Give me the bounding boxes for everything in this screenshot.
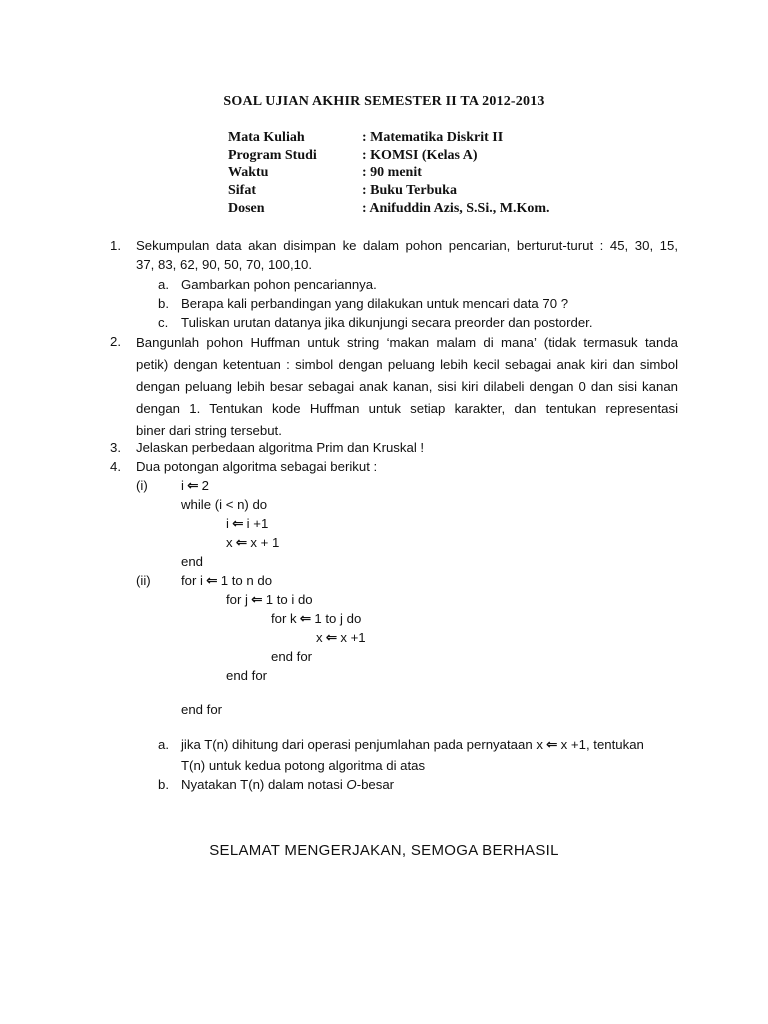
question-1-text — [136, 236, 678, 274]
info-label-time: Waktu — [228, 165, 269, 180]
question-2-line: dengan peluang lebih besar sebagai anak kanan, sisi kiri dilabeli dengan 0 dan sisi kanan — [136, 379, 678, 394]
algorithm-i-line-4 — [226, 533, 279, 552]
question-2-line: Bangunlah pohon Huffman untuk string ‘makan malam di mana’ (tidak termasuk tanda — [136, 335, 678, 350]
q4-sub-b-part: -besar — [356, 777, 395, 792]
algorithm-ii-line-7: end for — [181, 702, 223, 717]
question-1-line: Sekumpulan data akan disimpan ke dalam pohon pencarian, berturut-turut : 45, 30, 15, — [136, 238, 678, 253]
code-text: 2 — [201, 478, 210, 493]
code-text: for j — [226, 592, 248, 607]
q4-sub-b-text — [181, 775, 394, 794]
info-value-nature: : Buku Terbuka — [362, 183, 457, 198]
info-label-course: Mata Kuliah — [228, 130, 305, 145]
q4-sub-a-line-1 — [181, 735, 644, 754]
q1-sub-a-letter: a. — [158, 277, 169, 292]
code-text: x — [316, 630, 323, 645]
code-text: 1 to n do — [220, 573, 273, 588]
algorithm-ii-line-6: end for — [226, 668, 268, 683]
code-text: 1 to i do — [265, 592, 313, 607]
algorithm-ii-line-2 — [226, 590, 313, 609]
closing-message: SELAMAT MENGERJAKAN, SEMOGA BERHASIL — [209, 842, 559, 859]
algorithm-i-line-2: while (i < n) do — [181, 497, 268, 512]
q4-sub-b-part: Nyatakan T(n) dalam notasi — [181, 777, 347, 792]
question-2-number: 2. — [110, 334, 121, 349]
q4-sub-b-letter: b. — [158, 777, 169, 792]
q1-sub-b-letter: b. — [158, 296, 169, 311]
algorithm-i-label: (i) — [136, 478, 148, 493]
code-text: i — [181, 478, 184, 493]
left-arrow-icon: ⇐ — [231, 515, 244, 531]
algorithm-ii-line-1 — [181, 571, 272, 590]
question-4-text: Dua potongan algoritma sebagai berikut : — [136, 459, 378, 474]
left-arrow-icon: ⇐ — [186, 477, 199, 493]
info-label-nature: Sifat — [228, 183, 256, 198]
left-arrow-icon: ⇐ — [235, 534, 248, 550]
algorithm-ii-line-3 — [271, 609, 361, 628]
q1-sub-b-text: Berapa kali perbandingan yang dilakukan untuk mencari data 70 ? — [181, 296, 569, 311]
code-text: i — [226, 516, 229, 531]
q1-sub-c-text: Tuliskan urutan datanya jika dikunjungi secara preorder dan postorder. — [181, 315, 593, 330]
q4-sub-a-text: x +1, tentukan — [560, 737, 644, 752]
algorithm-i-line-3 — [226, 514, 268, 533]
question-2-line: biner dari string tersebut. — [136, 423, 282, 438]
code-text: x — [226, 535, 233, 550]
question-1-line: 37, 83, 62, 90, 50, 70, 100,10. — [136, 257, 312, 272]
question-1-number: 1. — [110, 238, 121, 253]
algorithm-i-line-1 — [181, 476, 209, 495]
info-label-lecturer: Dosen — [228, 201, 265, 216]
left-arrow-icon: ⇐ — [250, 591, 263, 607]
left-arrow-icon: ⇐ — [205, 572, 218, 588]
info-value-course: : Matematika Diskrit II — [362, 130, 504, 145]
question-2-line: dengan 1. Tentukan kode Huffman untuk setiap karakter, dan tentukan representasi — [136, 401, 678, 416]
question-2-line: petik) dengan ketentuan : simbol dengan peluang lebih kecil sebagai anak kiri dan simbol — [136, 357, 678, 372]
code-text: x + 1 — [250, 535, 280, 550]
info-label-program: Program Studi — [228, 148, 317, 163]
question-3-number: 3. — [110, 440, 121, 455]
code-text: 1 to j do — [314, 611, 362, 626]
code-text: for k — [271, 611, 297, 626]
q1-sub-c-letter: c. — [158, 315, 169, 330]
big-o-letter: O — [346, 777, 357, 792]
algorithm-ii-line-4 — [316, 628, 366, 647]
algorithm-i-line-5: end — [181, 554, 204, 569]
question-3-text: Jelaskan perbedaan algoritma Prim dan Kruskal ! — [136, 440, 425, 455]
q1-sub-a-text: Gambarkan pohon pencariannya. — [181, 277, 377, 292]
code-text: for i — [181, 573, 203, 588]
code-text: i +1 — [246, 516, 269, 531]
left-arrow-icon: ⇐ — [325, 629, 338, 645]
info-value-lecturer: : Anifuddin Azis, S.Si., M.Kom. — [362, 201, 550, 216]
info-value-program: : KOMSI (Kelas A) — [362, 148, 478, 163]
question-4-number: 4. — [110, 459, 121, 474]
q4-sub-a-line-2: T(n) untuk kedua potong algoritma di atas — [181, 758, 426, 773]
code-text: x +1 — [340, 630, 366, 645]
page-title: SOAL UJIAN AKHIR SEMESTER II TA 2012-2013 — [223, 94, 545, 109]
left-arrow-icon: ⇐ — [545, 736, 558, 752]
q4-sub-a-text: jika T(n) dihitung dari operasi penjumlahan pada pernyataan x — [181, 737, 543, 752]
algorithm-ii-label: (ii) — [136, 573, 151, 588]
algorithm-ii-line-5: end for — [271, 649, 313, 664]
q4-sub-a-letter: a. — [158, 737, 169, 752]
left-arrow-icon: ⇐ — [299, 610, 312, 626]
info-value-time: : 90 menit — [362, 165, 422, 180]
question-2-text — [136, 332, 678, 442]
